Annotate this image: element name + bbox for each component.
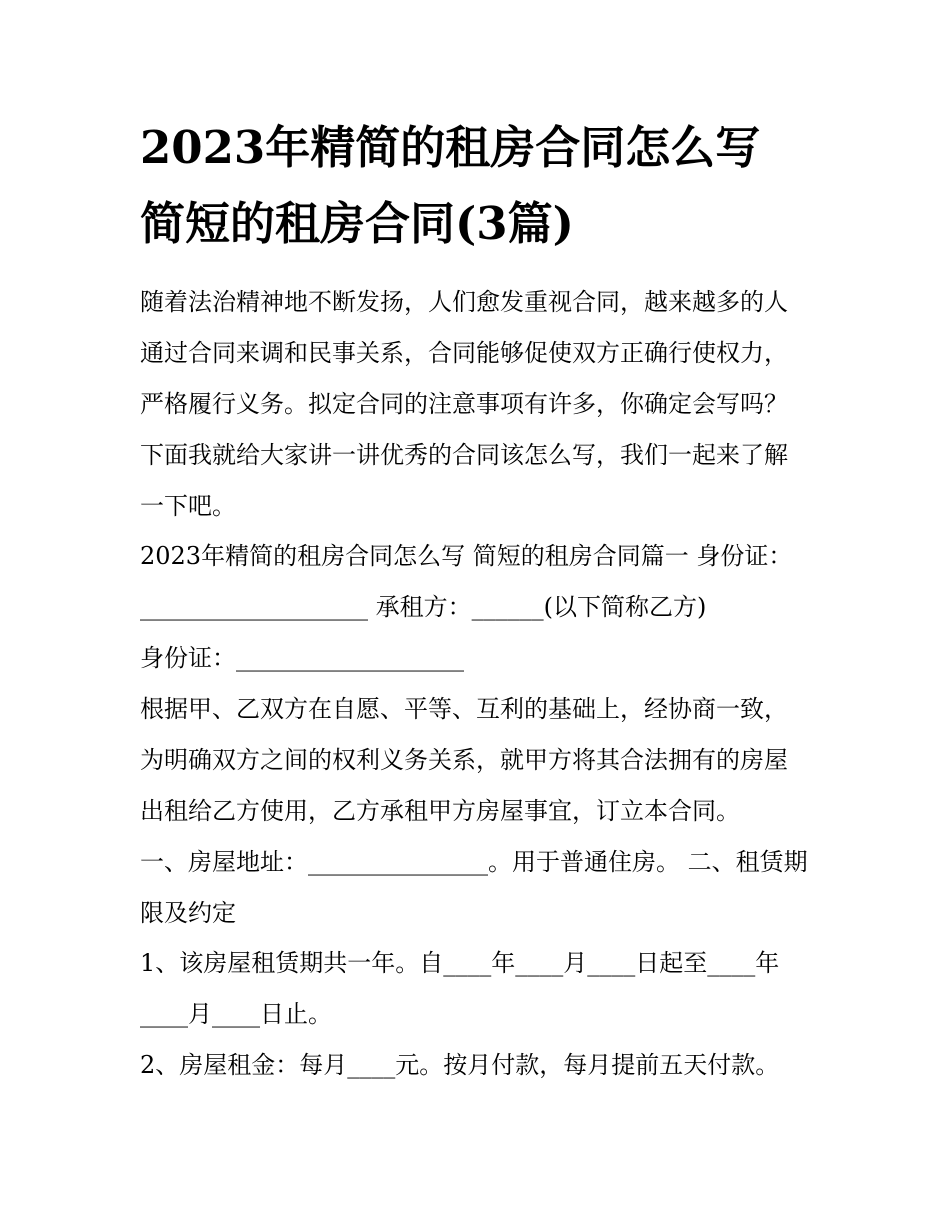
- document-title-line-1: 2023年精简的租房合同怎么写: [140, 121, 761, 174]
- intro-paragraph-line: 一下吧。: [140, 492, 236, 520]
- intro-paragraph-line: 严格履行义务。拟定合同的注意事项有许多，你确定会写吗？: [140, 390, 788, 418]
- document-title-line-2: 简短的租房合同(3篇): [140, 197, 574, 250]
- id-card-line: 身份证：___________________: [140, 644, 464, 672]
- clause-1-line: ____月____日止。: [140, 1000, 332, 1028]
- contract-heading-line: 2023年精简的租房合同怎么写 简短的租房合同篇一 身份证：: [140, 542, 793, 570]
- agreement-paragraph-line: 为明确双方之间的权利义务关系，就甲方将其合法拥有的房屋: [140, 746, 788, 774]
- intro-paragraph-line: 通过合同来调和民事关系，合同能够促使双方正确行使权力，: [140, 339, 788, 367]
- intro-paragraph-line: 随着法治精神地不断发扬，人们愈发重视合同，越来越多的人: [140, 288, 788, 316]
- intro-paragraph-line: 下面我就给大家讲一讲优秀的合同该怎么写，我们一起来了解: [140, 441, 788, 469]
- clause-1-line: 1、该房屋租赁期共一年。自____年____月____日起至____年: [140, 949, 780, 977]
- clause-address-line: 一、房屋地址：_______________。用于普通住房。 二、租赁期: [140, 848, 808, 876]
- clause-2-line: 2、房屋租金：每月____元。按月付款，每月提前五天付款。: [140, 1051, 780, 1079]
- clause-lease-term-line: 限及约定: [140, 899, 236, 927]
- agreement-paragraph-line: 出租给乙方使用，乙方承租甲方房屋事宜，订立本合同。: [140, 797, 740, 825]
- lessee-line: ___________________ 承租方：______(以下简称乙方): [140, 593, 707, 621]
- agreement-paragraph-line: 根据甲、乙双方在自愿、平等、互利的基础上，经协商一致，: [140, 695, 788, 723]
